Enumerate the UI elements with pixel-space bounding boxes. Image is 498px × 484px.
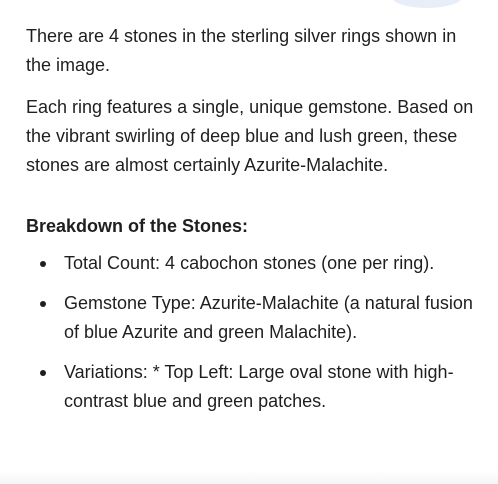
decorative-corner-shape (392, 0, 462, 8)
bullet-dot-icon (40, 370, 46, 376)
list-item (26, 289, 486, 347)
list-item (26, 358, 486, 416)
bullet-dot-icon (40, 301, 46, 307)
bullet-dot-icon (40, 261, 46, 267)
response-paragraph: There are 4 stones in the sterling silver rings shown in the image. (26, 26, 457, 75)
assistant-response (26, 22, 486, 416)
bullet-list (26, 249, 486, 416)
list-item-text: Variations: * Top Left: Large oval stone with high-contrast blue and green patches. (64, 362, 454, 411)
list-item (26, 249, 486, 278)
list-item-text: Total Count: 4 cabochon stones (one per ring). (64, 253, 435, 273)
bottom-fade (0, 470, 498, 484)
section-heading: Breakdown of the Stones: (26, 216, 249, 236)
list-item-text: Gemstone Type: Azurite-Malachite (a natural fusion of blue Azurite and green Malachite). (64, 293, 473, 342)
response-paragraph: Each ring features a single, unique gemstone. Based on the vibrant swirling of deep blue and lush green, these stones are almost certainly Azurite-Malachite. (26, 97, 474, 175)
